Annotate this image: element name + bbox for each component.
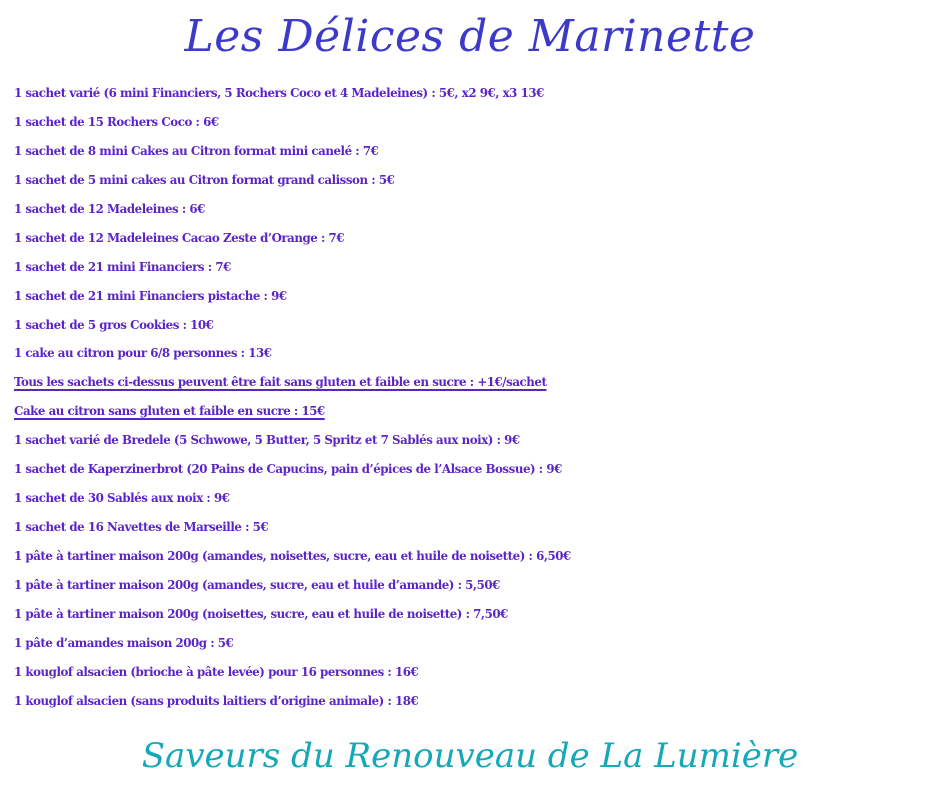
product-list	[14, 79, 930, 716]
list-item	[14, 658, 930, 687]
list-item	[14, 426, 930, 455]
list-item-text: 1 cake au citron pour 6/8 personnes : 13€	[14, 346, 272, 361]
list-item	[14, 137, 930, 166]
list-item	[14, 195, 930, 224]
list-item	[14, 455, 930, 484]
list-item	[14, 368, 930, 397]
list-item	[14, 542, 930, 571]
list-item-text: Cake au citron sans gluten et faible en sucre : 15€	[14, 404, 325, 419]
list-item	[14, 629, 930, 658]
list-item	[14, 687, 930, 716]
list-item	[14, 253, 930, 282]
list-item-text: 1 sachet de 30 Sablés aux noix : 9€	[14, 491, 230, 506]
list-item	[14, 282, 930, 311]
list-item-text: 1 sachet de 12 Madeleines : 6€	[14, 201, 205, 216]
list-item	[14, 339, 930, 368]
list-item-text: 1 sachet varié de Bredele (5 Schwowe, 5 Butter, 5 Spritz et 7 Sablés aux noix) : 9€	[14, 433, 520, 448]
list-item-text: Tous les sachets ci-dessus peuvent être fait sans gluten et faible en sucre : +1€/sachet	[14, 375, 547, 390]
page-title: Les Délices de Marinette	[184, 11, 756, 62]
list-item	[14, 108, 930, 137]
list-item-text: 1 sachet de 16 Navettes de Marseille : 5€	[14, 520, 269, 535]
list-item	[14, 79, 930, 108]
list-item	[14, 513, 930, 542]
list-item-text: 1 pâte d’amandes maison 200g : 5€	[14, 635, 234, 650]
list-item-text: 1 sachet de 5 gros Cookies : 10€	[14, 317, 214, 332]
list-item-text: 1 sachet de 21 mini Financiers : 7€	[14, 259, 231, 274]
list-item	[14, 166, 930, 195]
list-item	[14, 311, 930, 340]
list-item-text: 1 sachet de 12 Madeleines Cacao Zeste d’Orange : 7€	[14, 230, 345, 245]
list-item	[14, 571, 930, 600]
list-item-text: 1 pâte à tartiner maison 200g (noisettes, sucre, eau et huile de noisette) : 7,50€	[14, 606, 508, 621]
footer-tagline: Saveurs du Renouveau de La Lumière	[141, 736, 799, 776]
list-item	[14, 397, 930, 426]
list-item-text: 1 kouglof alsacien (sans produits laitiers d’origine animale) : 18€	[14, 693, 419, 708]
list-item-text: 1 sachet de Kaperzinerbrot (20 Pains de Capucins, pain d’épices de l’Alsace Bossue) : 9€	[14, 462, 562, 477]
list-item-text: 1 sachet varié (6 mini Financiers, 5 Rochers Coco et 4 Madeleines) : 5€, x2 9€, x3 13€	[14, 86, 544, 100]
list-item	[14, 484, 930, 513]
list-item-text: 1 sachet de 21 mini Financiers pistache : 9€	[14, 288, 287, 303]
list-item-text: 1 pâte à tartiner maison 200g (amandes, noisettes, sucre, eau et huile de noisette) : 6,50€	[14, 549, 571, 563]
list-item-text: 1 sachet de 5 mini cakes au Citron format grand calisson : 5€	[14, 172, 395, 187]
list-item-text: 1 kouglof alsacien (brioche à pâte levée) pour 16 personnes : 16€	[14, 664, 419, 679]
list-item-text: 1 sachet de 8 mini Cakes au Citron format mini canelé : 7€	[14, 143, 379, 158]
list-item	[14, 224, 930, 253]
list-item	[14, 600, 930, 629]
list-item-text: 1 sachet de 15 Rochers Coco : 6€	[14, 114, 219, 129]
list-item-text: 1 pâte à tartiner maison 200g (amandes, sucre, eau et huile d’amande) : 5,50€	[14, 577, 500, 592]
